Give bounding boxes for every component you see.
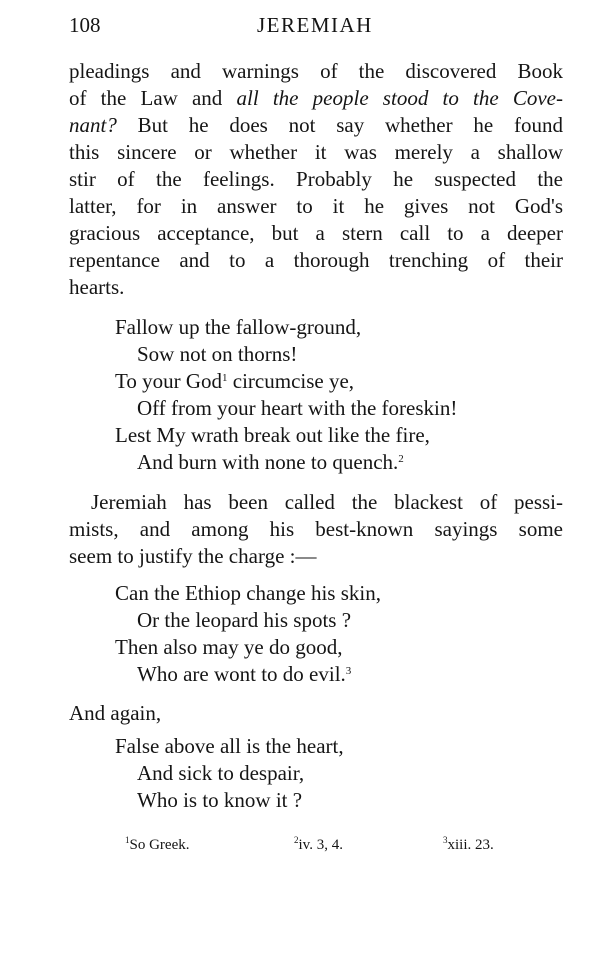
footnotes [125, 837, 515, 859]
verse-line: And sick to despair, [137, 761, 305, 785]
italic-quote: nant? [69, 113, 117, 137]
footnote-mark: 2 [294, 835, 299, 845]
text-line: gracious acceptance, but a stern call to a deeper [69, 221, 563, 245]
verse-line [115, 661, 381, 688]
verse-line: Sow not on thorns! [137, 342, 298, 366]
verse-line: Off from your heart with the foreskin! [137, 396, 458, 420]
verse-line: Can the Ethiop change his skin, [115, 581, 381, 605]
paragraph-3 [69, 700, 563, 727]
footnote [294, 837, 343, 854]
paragraph-1 [69, 58, 563, 301]
text-segment: To your God [115, 369, 223, 393]
footnote [443, 837, 494, 854]
text-line: And again, [69, 701, 162, 725]
text-segment: Who are wont to do evil. [137, 662, 346, 686]
text-line: mists, and among his best-known sayings some [69, 517, 563, 541]
footnote-mark: 1 [125, 835, 130, 845]
footnote [125, 837, 190, 854]
text-line: this sincere or whether it was merely a shallow [69, 140, 563, 164]
footnote-ref: 2 [398, 453, 404, 465]
verse-line: Fallow up the fallow-ground, [115, 315, 362, 339]
paragraph-2 [69, 489, 563, 570]
verse-line: Lest My wrath break out like the fire, [115, 423, 430, 447]
footnote-text: xiii. 23. [447, 837, 494, 853]
text-segment: And burn with none to quench. [137, 450, 399, 474]
verse-block-1 [115, 314, 457, 476]
verse-line: Who is to know it ? [137, 788, 303, 812]
verse-line [115, 449, 457, 476]
text-segment: But he does not say whether he found [116, 113, 563, 137]
text-line: repentance and to a thorough trenching of their [69, 248, 563, 272]
text-line [69, 85, 563, 112]
text-line: Jeremiah has been called the blackest of pessi- [91, 490, 563, 514]
text-segment: circumcise ye, [227, 369, 355, 393]
page-number: 108 [69, 13, 101, 37]
footnote-ref: 1 [222, 372, 228, 384]
italic-quote: all the people stood to the Cove- [236, 86, 563, 110]
text-line [69, 112, 563, 139]
footnote-text: So Greek. [129, 837, 190, 853]
footnote-text: iv. 3, 4. [298, 837, 343, 853]
page-header [69, 13, 561, 41]
verse-block-2 [115, 580, 381, 688]
verse-line [115, 368, 457, 395]
running-title: JEREMIAH [257, 13, 373, 37]
verse-line: Or the leopard his spots ? [137, 608, 352, 632]
verse-line: False above all is the heart, [115, 734, 344, 758]
text-segment: of the Law and [69, 86, 237, 110]
text-line: pleadings and warnings of the discovered Book [69, 59, 563, 83]
verse-line: Then also may ye do good, [115, 635, 343, 659]
text-line: seem to justify the charge :— [69, 544, 317, 568]
text-line: latter, for in answer to it he gives not God's [69, 194, 563, 218]
verse-block-3 [115, 733, 344, 814]
footnote-ref: 3 [345, 665, 352, 677]
footnote-mark: 3 [443, 835, 448, 845]
text-line: stir of the feelings. Probably he suspected the [69, 167, 563, 191]
text-line: hearts. [69, 275, 125, 299]
